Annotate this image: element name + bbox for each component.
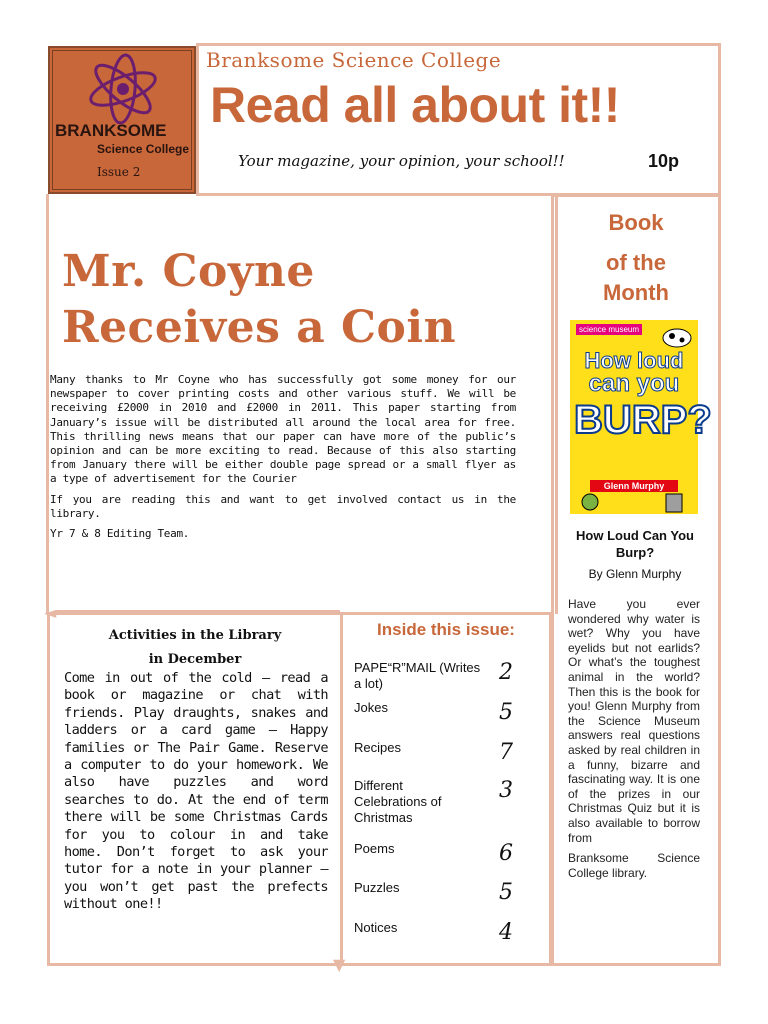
school-logo [52,50,192,190]
contents-label: PAPE“R”MAIL (Writes a lot) [354,660,481,691]
magazine-title: Read all about it!! [210,77,620,133]
article-body [50,373,516,547]
heading-line: Book [608,210,664,235]
contents-page: 4 [499,920,513,945]
blurb-paragraph: Have you ever wondered why water is wet? Why you have eyelids but not earlids? Or what’s the toughest animal in the world? Then this is the book for you! Glenn Murphy from the Science Museum answers real questions asked by real children in a funny, bizarre and fascinating way. It is one of the prizes in our Christmas Quiz but it is also available to borrow from [568,597,700,845]
activities-body: Come in out of the cold – read a book or magazine or chat with friends. Play draughts, snakes and ladders or a card game – Happy families or The Pair Game. Reserve a computer to do your homework. We also have puzzles and word searches to do. At the end of term there will be some Christmas Cards for you to colour in and take home. Don’t forget to ask your tutor for a note in your planner – you won’t get past the prefects without one!! [64,670,328,913]
contents-page: 6 [499,841,513,866]
cover-author: Glenn Murphy [590,480,678,492]
blurb-paragraph: Branksome Science College library. [568,851,700,880]
activities-title-line: in December [148,652,242,667]
school-name: Branksome Science College [206,48,502,72]
contents-label: Puzzles [354,880,400,895]
logo-text-branksome: BRANKSOME [55,121,167,140]
issue-number: Issue 2 [97,165,141,179]
frame-arrow-left-icon: ◄ [44,603,57,622]
contents-page: 5 [499,880,513,905]
price: 10p [648,151,680,171]
cover-title-line2: can you [588,370,680,397]
contents-page: 3 [499,778,513,803]
contents-page: 5 [499,700,513,725]
contents-label: Different Celebrations of Christmas [354,778,442,825]
cover-publisher: science museum [576,324,642,335]
divider [56,610,340,613]
cover-title-line1: How loud [584,348,684,373]
article-signoff: Yr 7 & 8 Editing Team. [50,527,190,541]
article-headline: Mr. Coyne Receives a Coin [62,246,457,353]
contents-label: Notices [354,920,398,935]
book-of-month-heading [556,206,716,310]
cover-title-line3: BURP? [574,398,712,442]
book-title: How Loud Can You Burp? [576,528,694,560]
activities-title-line: Activities in the Library [108,628,282,643]
book-blurb [568,597,700,886]
article-paragraph: If you are reading this and want to get involved contact us in the library. [50,492,516,520]
inside-issue-title: Inside this issue: [377,620,515,639]
logo-text-college: Science College [97,142,190,156]
contents-label: Poems [354,841,395,856]
article-paragraph: Many thanks to Mr Coyne who has successfully got some money for our newspaper to cover printing costs and other various stuff. We will be receiving £2000 in 2010 and £2000 in 2011. This paper starting from January’s issue will be distributed all around the local area for free. This thrilling news means that our paper can have more of the public’s opinion and can be more exciting to read. Because of this also starting from January there will be either double page spread or a small flyer as a type of advertisement for the Courier [50,373,516,486]
book-author: By Glenn Murphy [588,567,682,581]
contents-label: Recipes [354,740,401,755]
heading-line: Month [603,280,669,305]
heading-line: of the [606,250,666,275]
contents-page: 7 [499,740,513,765]
book-cover-image [570,320,712,514]
tagline: Your magazine, your opinion, your school!! [238,152,565,170]
contents-label: Jokes [354,700,388,715]
activities-title [70,624,320,672]
frame-arrow-down-icon: ▼ [333,955,346,974]
cover-characters-icon [570,490,698,514]
contents-page: 2 [499,660,513,685]
